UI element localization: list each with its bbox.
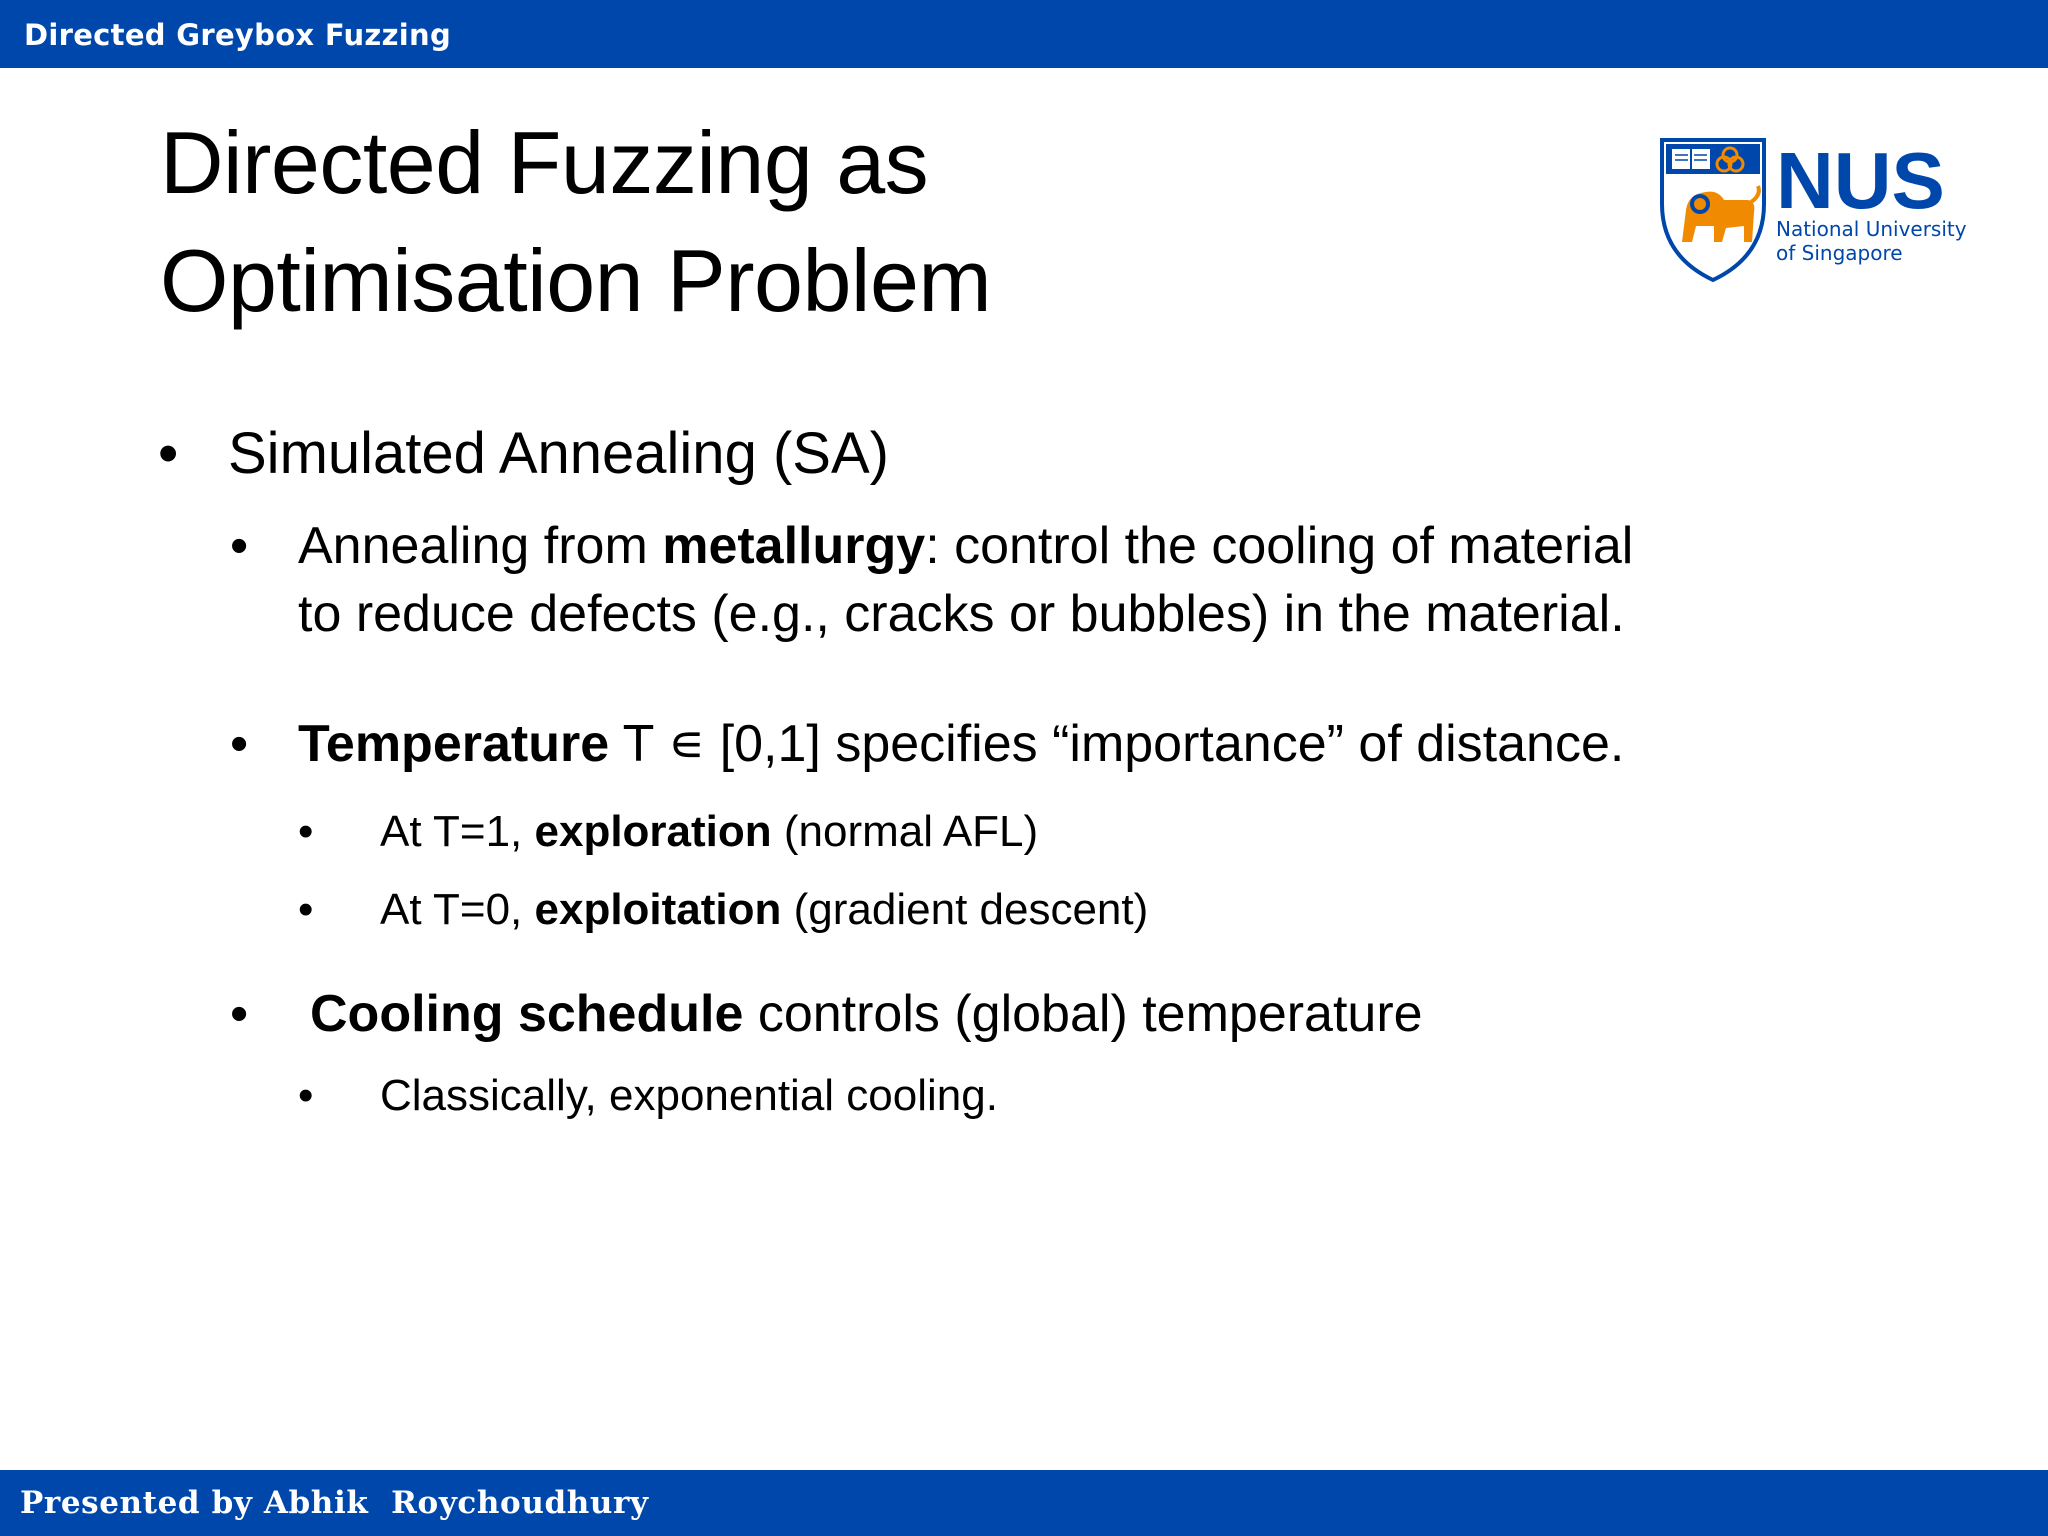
nus-logo [1656,130,1986,290]
nus-crest-icon [1662,140,1764,280]
bullet-text: At T=0, exploitation (gradient descent) [380,885,1149,934]
bullet-text: Cooling schedule controls (global) temperature [310,985,1423,1043]
bullet-text: Classically, exponential cooling. [380,1071,998,1120]
bullet-text: Temperature T ∊ [0,1] specifies “importance” of distance. [298,715,1625,773]
footer-presenter: Presented by Abhik Roychoudhury [20,1485,649,1521]
bullet-text: At T=1, exploration (normal AFL) [380,807,1039,856]
bullet-dot: • [230,715,249,773]
bullet-dot: • [230,985,249,1043]
bullet-dot: • [298,885,314,934]
logo-line1: National University [1776,217,1967,241]
slide-title [160,104,991,340]
bullet-text: Simulated Annealing (SA) [228,421,889,486]
bullet-dot: • [298,807,314,856]
header-title: Directed Greybox Fuzzing [24,18,452,52]
slide-title-line1: Directed Fuzzing as [160,113,929,212]
header-bar [0,0,2048,68]
logo-name: NUS [1776,136,1945,225]
logo-line2: of Singapore [1776,241,1903,265]
footer-bar [0,1470,2048,1536]
bullet-dot: • [298,1071,314,1120]
bullet-text: Annealing from metallurgy: control the cooling of material [298,517,1634,575]
bullet-dot: • [158,421,179,486]
bullet-text-continued: to reduce defects (e.g., cracks or bubbles) in the material. [298,585,1625,643]
bullet-dot: • [230,517,249,575]
slide-title-line2: Optimisation Problem [160,231,992,330]
